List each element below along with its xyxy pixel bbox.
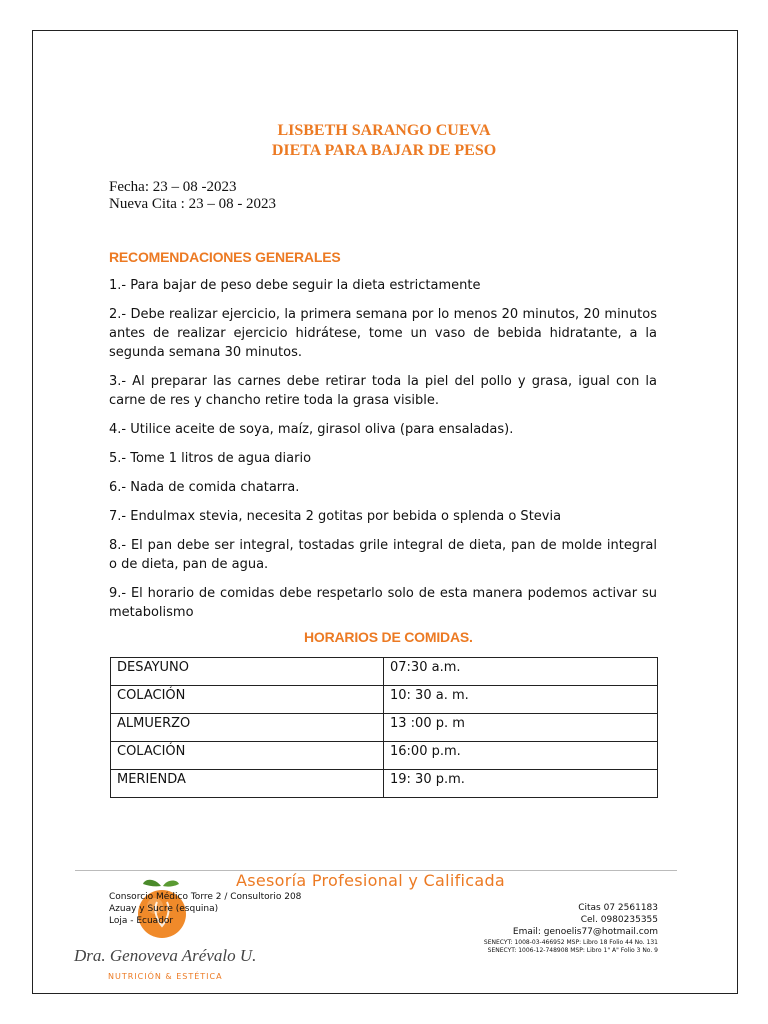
senecyt-line-1: SENECYT: 1008-03-466952 MSP: Libro 18 Folio 44 No. 131 (483, 939, 658, 946)
recommendation-item: 4.- Utilice aceite de soya, maíz, girasol oliva (para ensaladas). (109, 422, 514, 437)
table-row (111, 686, 658, 714)
schedule-heading: HORARIOS DE COMIDAS. (304, 629, 473, 645)
table-row (111, 714, 658, 742)
phone-citas: Citas 07 2561183 (578, 903, 658, 913)
meal-schedule-table (110, 657, 658, 798)
address-line: Azuay y Sucre (esquina) (109, 904, 219, 914)
table-row (111, 742, 658, 770)
time-cell: 10: 30 a. m. (384, 686, 658, 714)
footer-tagline: Asesoría Profesional y Calificada (236, 871, 506, 890)
table-row (111, 770, 658, 798)
date-line: Fecha: 23 – 08 -2023 (109, 179, 237, 195)
time-cell: 16:00 p.m. (384, 742, 658, 770)
table-row (111, 658, 658, 686)
recommendation-item: 1.- Para bajar de peso debe seguir la dieta estrictamente (109, 278, 481, 293)
recommendation-item: 9.- El horario de comidas debe respetarlo solo de esta manera podemos activar su metabolismo (109, 586, 657, 620)
recommendation-item: 6.- Nada de comida chatarra. (109, 480, 300, 495)
time-cell: 07:30 a.m. (384, 658, 658, 686)
address-line: Loja - Ecuador (109, 916, 174, 926)
meal-cell: COLACIÓN (111, 686, 384, 714)
recommendation-item: 7.- Endulmax stevia, necesita 2 gotitas por bebida o splenda o Stevia (109, 509, 562, 524)
specialty-label: NUTRICIÓN & ESTÉTICA (108, 972, 223, 981)
patient-name: LISBETH SARANGO CUEVA (277, 122, 491, 139)
address-line: Consorcio Médico Torre 2 / Consultorio 208 (109, 892, 302, 902)
email-line: Email: genoelis77@hotmail.com (512, 927, 658, 937)
phone-cel: Cel. 0980235355 (580, 915, 658, 925)
recommendation-item: 5.- Tome 1 litros de agua diario (109, 451, 312, 466)
recommendations-heading: RECOMENDACIONES GENERALES (109, 249, 341, 265)
meal-cell: ALMUERZO (111, 714, 384, 742)
meal-cell: COLACIÓN (111, 742, 384, 770)
recommendation-item: 8.- El pan debe ser integral, tostadas grile integral de dieta, pan de molde integral o de dieta, pan de agua. (109, 538, 657, 572)
document-title: DIETA PARA BAJAR DE PESO (271, 142, 497, 159)
senecyt-line-2: SENECYT: 1006-12-748908 MSP: Libro 1" A" Folio 3 No. 9 (487, 947, 658, 954)
recommendation-item: 2.- Debe realizar ejercicio, la primera semana por lo menos 20 minutos, 20 minutos antes de realizar ejercicio hidrátese, tome un vaso de bebida hidratante, a la segunda semana 30 minutos. (109, 307, 657, 360)
time-cell: 19: 30 p.m. (384, 770, 658, 798)
doctor-signature: Dra. Genoveva Arévalo U. (74, 946, 257, 965)
recommendation-item: 3.- Al preparar las carnes debe retirar toda la piel del pollo y grasa, igual con la carne de res y chancho retire toda la grasa visible. (109, 374, 657, 408)
recommendations-list (109, 276, 657, 632)
meal-cell: DESAYUNO (111, 658, 384, 686)
meal-cell: MERIENDA (111, 770, 384, 798)
time-cell: 13 :00 p. m (384, 714, 658, 742)
next-appointment-line: Nueva Cita : 23 – 08 - 2023 (109, 196, 277, 212)
